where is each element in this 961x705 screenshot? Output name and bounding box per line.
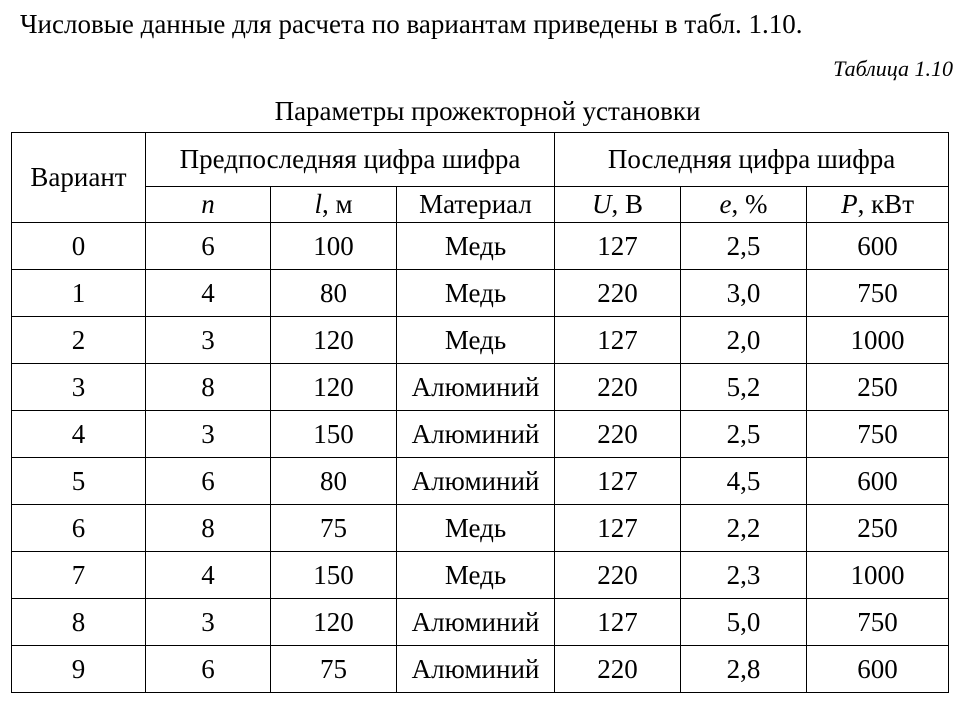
intro-text: Числовые данные для расчета по вариантам приведены в табл. 1.10. [20,9,803,39]
cell-u: 220 [555,411,681,458]
cell-n: 4 [146,552,271,599]
cell-p: 250 [807,505,949,552]
cell-p: 1000 [807,552,949,599]
header-l-symbol: l [314,189,322,219]
cell-e: 2,5 [681,411,807,458]
cell-u: 127 [555,505,681,552]
cell-u: 220 [555,364,681,411]
header-e-symbol: e [719,189,732,219]
table-row [12,411,949,458]
cell-l: 75 [271,505,397,552]
header-last-digit: Последняя цифра шифра [555,133,949,187]
cell-u: 220 [555,270,681,317]
cell-material: Алюминий [397,458,555,505]
cell-u: 127 [555,317,681,364]
cell-n: 3 [146,599,271,646]
header-row-columns [12,187,949,223]
header-u-unit: , В [611,189,644,219]
cell-e: 2,3 [681,552,807,599]
cell-l: 120 [271,317,397,364]
header-variant: Вариант [12,133,146,223]
cell-l: 120 [271,364,397,411]
header-material: Материал [397,187,555,223]
cell-variant: 4 [12,411,146,458]
cell-l: 100 [271,223,397,270]
cell-variant: 7 [12,552,146,599]
cell-material: Медь [397,552,555,599]
cell-n: 8 [146,364,271,411]
table-number: Таблица 1.10 [833,56,953,81]
cell-p: 750 [807,270,949,317]
table-row [12,458,949,505]
cell-material: Алюминий [397,646,555,693]
cell-variant: 1 [12,270,146,317]
cell-variant: 2 [12,317,146,364]
table-row [12,270,949,317]
table-row [12,599,949,646]
header-l-unit: , м [321,189,353,219]
cell-u: 127 [555,458,681,505]
header-n-symbol: n [201,189,215,219]
header-row-groups [12,133,949,187]
cell-n: 3 [146,317,271,364]
header-u-symbol: U [592,189,612,219]
header-penultimate-digit: Предпоследняя цифра шифра [146,133,555,187]
cell-variant: 0 [12,223,146,270]
cell-l: 150 [271,411,397,458]
parameters-table [11,132,949,693]
table-title: Параметры прожекторной установки [274,96,701,126]
cell-l: 75 [271,646,397,693]
header-p [807,187,949,223]
cell-material: Алюминий [397,599,555,646]
cell-n: 6 [146,223,271,270]
cell-l: 120 [271,599,397,646]
cell-variant: 3 [12,364,146,411]
header-p-unit: , кВт [857,189,914,219]
cell-n: 6 [146,646,271,693]
cell-variant: 6 [12,505,146,552]
cell-n: 6 [146,458,271,505]
header-e-unit: , % [731,189,768,219]
cell-material: Медь [397,505,555,552]
cell-p: 1000 [807,317,949,364]
table-row [12,364,949,411]
cell-u: 220 [555,552,681,599]
table-row [12,552,949,599]
cell-variant: 8 [12,599,146,646]
cell-p: 600 [807,223,949,270]
cell-material: Медь [397,317,555,364]
cell-material: Алюминий [397,364,555,411]
cell-variant: 5 [12,458,146,505]
cell-u: 127 [555,223,681,270]
header-l [271,187,397,223]
cell-material: Медь [397,270,555,317]
cell-n: 8 [146,505,271,552]
header-e [681,187,807,223]
table-row [12,505,949,552]
cell-l: 150 [271,552,397,599]
cell-n: 4 [146,270,271,317]
cell-l: 80 [271,458,397,505]
table-row [12,646,949,693]
cell-l: 80 [271,270,397,317]
cell-e: 2,2 [681,505,807,552]
cell-e: 2,5 [681,223,807,270]
cell-e: 4,5 [681,458,807,505]
cell-material: Алюминий [397,411,555,458]
table-row [12,223,949,270]
cell-p: 600 [807,646,949,693]
cell-n: 3 [146,411,271,458]
cell-p: 750 [807,411,949,458]
header-p-symbol: P [841,189,858,219]
header-n [146,187,271,223]
cell-p: 600 [807,458,949,505]
cell-p: 750 [807,599,949,646]
cell-u: 127 [555,599,681,646]
cell-e: 3,0 [681,270,807,317]
cell-variant: 9 [12,646,146,693]
cell-material: Медь [397,223,555,270]
cell-e: 2,0 [681,317,807,364]
table-row [12,317,949,364]
cell-e: 5,0 [681,599,807,646]
cell-p: 250 [807,364,949,411]
header-u [555,187,681,223]
cell-u: 220 [555,646,681,693]
cell-e: 5,2 [681,364,807,411]
cell-e: 2,8 [681,646,807,693]
